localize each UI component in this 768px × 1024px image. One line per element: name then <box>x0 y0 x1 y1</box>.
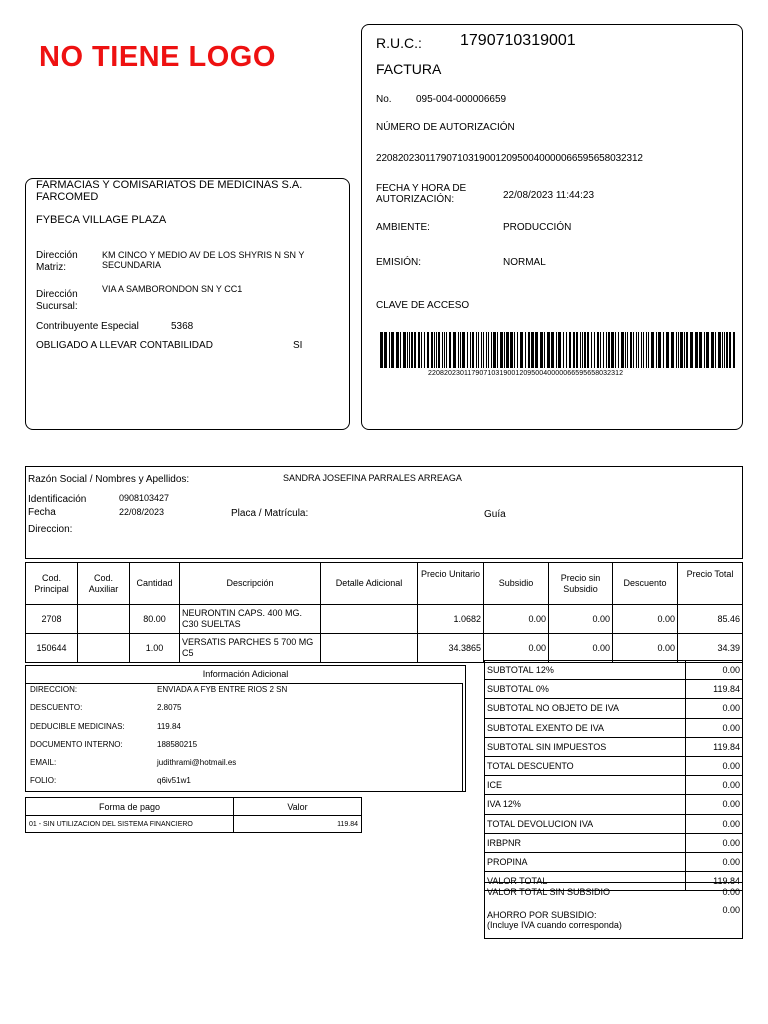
barcode-bar <box>434 332 435 368</box>
cell-cantidad: 80.00 <box>130 605 180 634</box>
barcode-bar <box>462 332 465 368</box>
barcode-bar <box>704 332 705 368</box>
totals-row <box>485 756 743 775</box>
payment-row <box>26 816 362 833</box>
ambiente-value: PRODUCCIÓN <box>503 222 572 233</box>
table-row <box>26 634 743 663</box>
barcode-bar <box>641 332 642 368</box>
barcode-bar <box>427 332 429 368</box>
totals-value: 0.00 <box>686 699 743 718</box>
barcode-bar <box>678 332 679 368</box>
totals-table <box>484 660 743 891</box>
totals-label: SUBTOTAL SIN IMPUESTOS <box>485 737 686 756</box>
info-adicional-inner <box>25 683 463 792</box>
barcode-bar <box>648 332 649 368</box>
access-key-barcode <box>378 332 740 370</box>
cell-descripcion: VERSATIS PARCHES 5 700 MG C5 <box>180 634 321 663</box>
cell-descuento: 0.00 <box>613 605 678 634</box>
barcode-bar <box>400 332 401 368</box>
col-descripcion: Descripción <box>180 563 321 605</box>
doc-type: FACTURA <box>376 61 442 77</box>
barcode-bar <box>643 332 644 368</box>
barcode-bar <box>646 332 647 368</box>
guia-label: Guía <box>484 509 506 520</box>
barcode-bar <box>715 332 716 368</box>
auth-label: NÚMERO DE AUTORIZACIÓN <box>376 122 515 133</box>
fecha-label: Fecha <box>28 507 56 518</box>
barcode-bar <box>514 332 515 368</box>
barcode-bar <box>603 332 604 368</box>
invoice-no-label: No. <box>376 94 392 105</box>
barcode-bar <box>544 332 545 368</box>
barcode-bar <box>547 332 550 368</box>
barcode-bar <box>591 332 592 368</box>
barcode-bar <box>551 332 554 368</box>
payment-table <box>25 797 362 833</box>
direccion-label: Direccion: <box>28 524 73 535</box>
cell-cod-principal: 150644 <box>26 634 78 663</box>
cell-subsidio: 0.00 <box>484 634 549 663</box>
barcode-bar <box>411 332 413 368</box>
cell-descripcion: NEURONTIN CAPS. 400 MG. C30 SUELTAS <box>180 605 321 634</box>
info-label: DIRECCION: <box>30 685 78 694</box>
matriz-label: Dirección Matriz: <box>36 250 78 273</box>
barcode-bar <box>446 332 447 368</box>
totals-value: 0.00 <box>686 852 743 871</box>
cell-precio-sin-subsidio: 0.00 <box>549 634 613 663</box>
emision-label: EMISIÓN: <box>376 257 422 268</box>
ahorro-note: (Incluye IVA cuando corresponda) <box>487 920 622 930</box>
ahorro-label: AHORRO POR SUBSIDIO: <box>487 910 597 920</box>
cell-detalle <box>321 634 418 663</box>
totals-value: 0.00 <box>686 718 743 737</box>
barcode-bar <box>384 332 387 368</box>
cell-detalle <box>321 605 418 634</box>
col-descuento: Descuento <box>613 563 678 605</box>
barcode-bar <box>517 332 518 368</box>
barcode-bar <box>658 332 661 368</box>
cell-cod-auxiliar <box>78 605 130 634</box>
barcode-bar <box>403 332 406 368</box>
totals-label: IVA 12% <box>485 795 686 814</box>
issuer-name: FARMACIAS Y COMISARIATOS DE MEDICINAS S.A. FARCOMED <box>36 179 303 203</box>
info-label: DOCUMENTO INTERNO: <box>30 740 123 749</box>
barcode-bar <box>558 332 561 368</box>
barcode-bar <box>458 332 459 368</box>
totals-row <box>485 680 743 699</box>
barcode-bar <box>630 332 632 368</box>
totals-label: SUBTOTAL 0% <box>485 680 686 699</box>
invoice-no-value: 095-004-000006659 <box>416 94 507 105</box>
barcode-bar <box>414 332 416 368</box>
totals-value: 119.84 <box>686 680 743 699</box>
barcode-bar <box>500 332 503 368</box>
barcode-bar <box>608 332 610 368</box>
barcode-bar <box>460 332 461 368</box>
barcode-bar <box>525 332 526 368</box>
barcode-bar <box>615 332 616 368</box>
col-precio-sin-subsidio: Precio sin Subsidio <box>549 563 613 605</box>
clave-label: CLAVE DE ACCESO <box>376 300 470 311</box>
barcode-bar <box>396 332 399 368</box>
cell-subsidio: 0.00 <box>484 605 549 634</box>
razon-label: Razón Social / Nombres y Apellidos: <box>28 474 190 485</box>
barcode-bar <box>431 332 433 368</box>
barcode-bar <box>491 332 492 368</box>
info-label: FOLIO: <box>30 776 57 785</box>
barcode-bar <box>556 332 557 368</box>
cell-cantidad: 1.00 <box>130 634 180 663</box>
valor-sin-subsidio-label: VALOR TOTAL SIN SUBSIDIO <box>487 887 611 897</box>
col-cantidad: Cantidad <box>130 563 180 605</box>
barcode-bar <box>470 332 471 368</box>
cell-descuento: 0.00 <box>613 634 678 663</box>
totals-label: PROPINA <box>485 852 686 871</box>
valor-sin-subsidio-value: 0.00 <box>722 887 740 897</box>
barcode-bar <box>573 332 575 368</box>
cell-precio-total: 85.46 <box>678 605 743 634</box>
barcode-bar <box>587 332 589 368</box>
barcode-bar <box>663 332 664 368</box>
cell-precio-unitario: 34.3865 <box>418 634 484 663</box>
barcode-bar <box>680 332 683 368</box>
barcode-bar <box>407 332 408 368</box>
obligado-label: OBLIGADO A LLEVAR CONTABILIDAD <box>36 340 213 351</box>
barcode-bar <box>695 332 698 368</box>
totals-row <box>485 661 743 680</box>
cell-cod-auxiliar <box>78 634 130 663</box>
totals-row <box>485 718 743 737</box>
totals-label: ICE <box>485 776 686 795</box>
barcode-bar <box>569 332 571 368</box>
barcode-bar <box>666 332 669 368</box>
cell-precio-unitario: 1.0682 <box>418 605 484 634</box>
payment-method: 01 - SIN UTILIZACION DEL SISTEMA FINANCIERO <box>26 816 234 833</box>
barcode-bar <box>722 332 723 368</box>
auth-date-label: FECHA Y HORA DE AUTORIZACIÓN: <box>376 183 467 205</box>
barcode-bar <box>488 332 489 368</box>
barcode-bar <box>580 332 581 368</box>
totals-label: IRBPNR <box>485 833 686 852</box>
totals-label: VALOR TOTAL <box>485 872 686 891</box>
barcode-bar <box>436 332 437 368</box>
col-cod-auxiliar: Cod. Auxiliar <box>78 563 130 605</box>
totals-value: 0.00 <box>686 814 743 833</box>
payment-method-header: Forma de pago <box>26 798 234 816</box>
barcode-bar <box>418 332 420 368</box>
barcode-bar <box>438 332 440 368</box>
info-label: EMAIL: <box>30 758 57 767</box>
barcode-text: 2208202301179071031900120950040000066595658032312 <box>428 370 624 377</box>
barcode-bar <box>493 332 496 368</box>
totals-label: SUBTOTAL EXENTO DE IVA <box>485 718 686 737</box>
info-value: judithrami@hotmail.es <box>157 758 237 767</box>
no-logo-text: NO TIENE LOGO <box>39 41 276 73</box>
ruc-value: 1790710319001 <box>460 32 576 49</box>
barcode-bar <box>724 332 725 368</box>
cell-cod-principal: 2708 <box>26 605 78 634</box>
id-value: 0908103427 <box>119 493 170 503</box>
barcode-bar <box>621 332 624 368</box>
totals-label: TOTAL DEVOLUCION IVA <box>485 814 686 833</box>
info-value: 119.84 <box>157 722 181 731</box>
col-detalle-adicional: Detalle Adicional <box>321 563 418 605</box>
barcode-bar <box>409 332 410 368</box>
barcode-bar <box>651 332 654 368</box>
barcode-bar <box>497 332 498 368</box>
barcode-bar <box>733 332 735 368</box>
col-precio-total: Precio Total <box>678 563 743 605</box>
info-value: q6iv51w1 <box>157 776 191 785</box>
barcode-bar <box>594 332 595 368</box>
totals-value: 0.00 <box>686 795 743 814</box>
barcode-bar <box>718 332 721 368</box>
barcode-bar <box>540 332 543 368</box>
totals-value: 119.84 <box>686 872 743 891</box>
col-precio-unitario: Precio Unitario <box>418 563 484 605</box>
barcode-bar <box>627 332 628 368</box>
info-label: DESCUENTO: <box>30 703 83 712</box>
totals-row <box>485 776 743 795</box>
barcode-bar <box>483 332 484 368</box>
barcode-bar <box>520 332 523 368</box>
barcode-bar <box>380 332 383 368</box>
barcode-bar <box>582 332 583 368</box>
barcode-bar <box>618 332 619 368</box>
barcode-bar <box>486 332 487 368</box>
barcode-bar <box>467 332 468 368</box>
barcode-bar <box>706 332 709 368</box>
barcode-bar <box>472 332 474 368</box>
totals-value: 0.00 <box>686 776 743 795</box>
placa-label: Placa / Matrícula: <box>231 508 309 519</box>
barcode-bar <box>424 332 425 368</box>
fecha-value: 22/08/2023 <box>119 507 165 517</box>
barcode-bar <box>671 332 674 368</box>
barcode-bar <box>638 332 639 368</box>
issuer-branch: FYBECA VILLAGE PLAZA <box>36 214 167 226</box>
barcode-bar <box>453 332 456 368</box>
col-cod-principal: Cod. Principal <box>26 563 78 605</box>
barcode-bar <box>699 332 702 368</box>
auth-date-value: 22/08/2023 11:44:23 <box>503 190 595 201</box>
barcode-bar <box>566 332 567 368</box>
totals-value: 0.00 <box>686 661 743 680</box>
totals-value: 0.00 <box>686 756 743 775</box>
barcode-bar <box>510 332 513 368</box>
barcode-bar <box>600 332 601 368</box>
sucursal-label: Dirección Sucursal: <box>36 289 78 312</box>
totals-row <box>485 814 743 833</box>
barcode-bar <box>563 332 564 368</box>
items-table <box>25 562 743 663</box>
ambiente-label: AMBIENTE: <box>376 222 430 233</box>
barcode-bar <box>726 332 728 368</box>
barcode-bar <box>676 332 677 368</box>
barcode-bar <box>684 332 685 368</box>
barcode-bar <box>389 332 390 368</box>
barcode-bar <box>636 332 637 368</box>
barcode-bar <box>686 332 688 368</box>
barcode-bar <box>606 332 607 368</box>
totals-row <box>485 852 743 871</box>
info-value: 2.8075 <box>157 703 182 712</box>
totals-row <box>485 737 743 756</box>
totals-label: SUBTOTAL 12% <box>485 661 686 680</box>
info-adicional-title: Información Adicional <box>202 669 289 679</box>
id-label: Identificación <box>28 494 87 505</box>
barcode-bar <box>656 332 657 368</box>
barcode-bar <box>531 332 534 368</box>
barcode-bar <box>597 332 599 368</box>
barcode-bar <box>729 332 731 368</box>
info-value: 188580215 <box>157 740 198 749</box>
barcode-bar <box>421 332 422 368</box>
barcode-bar <box>576 332 578 368</box>
razon-value: SANDRA JOSEFINA PARRALES ARREAGA <box>283 473 462 483</box>
barcode-bar <box>690 332 693 368</box>
barcode-bar <box>528 332 530 368</box>
barcode-bar <box>476 332 477 368</box>
totals-value: 0.00 <box>686 833 743 852</box>
barcode-bar <box>584 332 586 368</box>
totals-row <box>485 699 743 718</box>
barcode-bar <box>625 332 626 368</box>
barcode-bar <box>611 332 614 368</box>
totals-value: 119.84 <box>686 737 743 756</box>
payment-value: 119.84 <box>234 816 362 833</box>
totals-row <box>485 795 743 814</box>
barcode-bar <box>442 332 443 368</box>
barcode-bar <box>449 332 451 368</box>
barcode-bar <box>504 332 505 368</box>
cell-precio-sin-subsidio: 0.00 <box>549 605 613 634</box>
barcode-bar <box>506 332 509 368</box>
emision-value: NORMAL <box>503 257 546 268</box>
cell-precio-total: 34.39 <box>678 634 743 663</box>
barcode-bar <box>535 332 538 368</box>
barcode-bar <box>633 332 634 368</box>
barcode-bar <box>391 332 394 368</box>
barcode-bar <box>481 332 482 368</box>
barcode-bar <box>478 332 479 368</box>
table-row <box>26 605 743 634</box>
barcode-bar <box>444 332 445 368</box>
totals-label: SUBTOTAL NO OBJETO DE IVA <box>485 699 686 718</box>
col-subsidio: Subsidio <box>484 563 549 605</box>
items-header-row <box>26 563 743 605</box>
sucursal-value: VIA A SAMBORONDON SN Y CC1 <box>102 284 243 294</box>
auth-number: 2208202301179071031900120950040000066595658032312 <box>376 153 643 164</box>
totals-label: TOTAL DESCUENTO <box>485 756 686 775</box>
matriz-value: KM CINCO Y MEDIO AV DE LOS SHYRIS N SN Y SECUNDARIA <box>102 250 305 270</box>
barcode-bar <box>711 332 714 368</box>
ahorro-value: 0.00 <box>722 905 740 915</box>
info-value: ENVIADA A FYB ENTRE RIOS 2 SN <box>157 685 288 694</box>
info-label: DEDUCIBLE MEDICINAS: <box>30 722 125 731</box>
payment-header-row <box>26 798 362 816</box>
obligado-value: SI <box>293 340 303 351</box>
totals-row <box>485 833 743 852</box>
contribuyente-value: 5368 <box>171 321 194 332</box>
ruc-label: R.U.C.: <box>376 35 422 51</box>
payment-value-header: Valor <box>234 798 362 816</box>
contribuyente-label: Contribuyente Especial <box>36 321 139 332</box>
